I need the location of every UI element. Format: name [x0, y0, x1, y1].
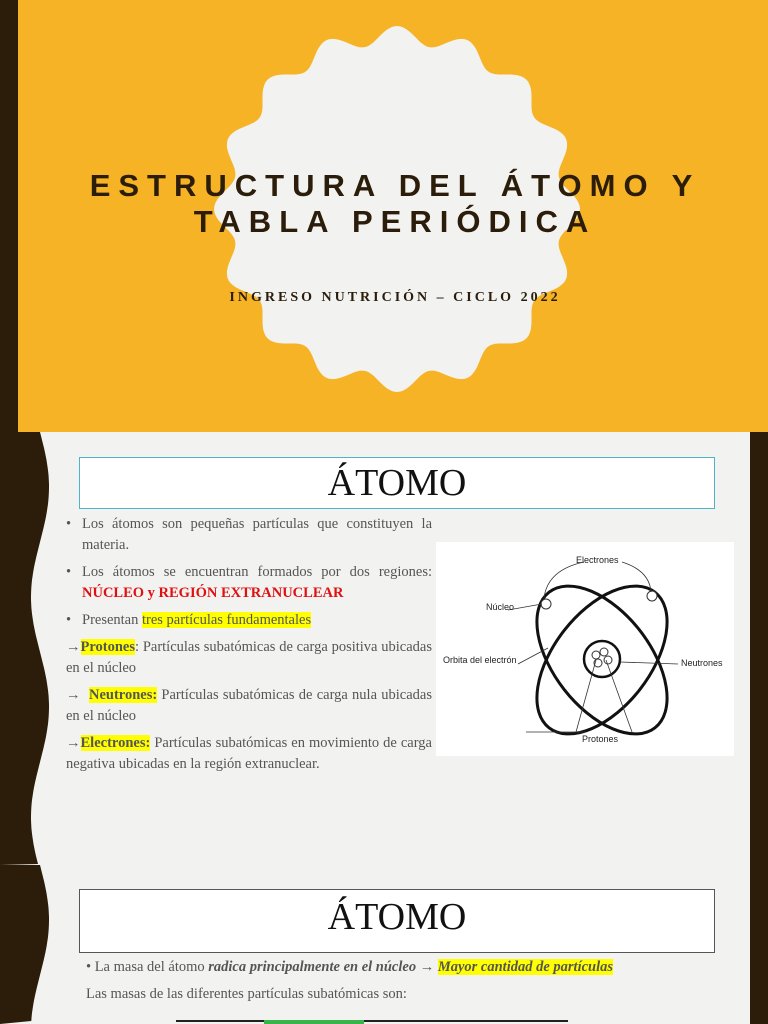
orbit-1	[511, 563, 693, 756]
electrones-item	[66, 733, 432, 775]
protones-text: : Partículas subatómicas de carga positiva ubicadas en el núcleo	[66, 639, 432, 676]
label-protones: Protones	[582, 734, 619, 744]
bullet-2-text: Los átomos se encuentran formados por dos regiones:	[82, 564, 432, 580]
presentation-subtitle: INGRESO NUTRICIÓN – CICLO 2022	[229, 290, 561, 305]
label-orbita: Orbita del electrón	[443, 655, 517, 665]
neutrones-text: Partículas subatómicas de carga nula ubicadas en el núcleo	[66, 687, 432, 724]
masses-intro: Las masas de las diferentes partículas subatómicas son:	[86, 986, 407, 1002]
slide-heading	[79, 889, 715, 953]
presentation-title: ESTRUCTURA DEL ÁTOMO Y TABLA PERIÓDICA	[89, 168, 701, 239]
mass-text: La masa del átomo	[94, 959, 205, 975]
particles-highlight: tres partículas fundamentales	[142, 612, 312, 628]
slide-heading	[79, 457, 715, 509]
electrones-label: Electrones:	[80, 735, 151, 751]
orbit-2	[511, 563, 693, 756]
arrow-icon: →	[419, 959, 435, 975]
mass-bullet: • La masa del átomo radica principalmente en el núcleo → Mayor cantidad de partículas	[86, 959, 614, 975]
electron	[647, 591, 657, 601]
bullet-2	[66, 562, 432, 604]
masses-table-edge	[176, 1020, 568, 1024]
heading-text: ÁTOMO	[327, 896, 467, 938]
bullet-list	[66, 514, 432, 781]
title-slide	[0, 0, 768, 432]
nucleus-ring	[584, 641, 620, 677]
label-electrones: Electrones	[576, 555, 619, 565]
bullet-3-text: Presentan	[82, 612, 139, 628]
protones-label: Protones	[80, 639, 136, 655]
atom-mass-slide	[0, 865, 768, 1024]
bullet-1	[66, 514, 432, 556]
table-header-cell	[264, 1020, 364, 1024]
arrow-icon: →	[66, 687, 81, 703]
proton	[592, 651, 600, 659]
electron	[541, 599, 551, 609]
heading-text: ÁTOMO	[327, 462, 467, 504]
bullet-3	[66, 610, 432, 631]
electrones-text: Partículas subatómicas en movimiento de carga negativa ubicadas en la región extranuclear.	[66, 735, 432, 772]
bullet-1-text: Los átomos son pequeñas partículas que constituyen la materia.	[82, 516, 432, 553]
label-neutrones: Neutrones	[681, 658, 723, 668]
protones-item	[66, 637, 432, 679]
arrow-icon: →	[66, 735, 81, 751]
regions-emphasis: NÚCLEO y REGIÓN EXTRANUCLEAR	[82, 585, 344, 601]
mass-emphasis: radica principalmente en el núcleo	[208, 959, 417, 975]
mass-highlight: Mayor cantidad de partículas	[437, 959, 614, 975]
atom-diagram	[436, 542, 734, 756]
neutrones-label: Neutrones:	[88, 687, 158, 703]
neutron	[604, 656, 612, 664]
wavy-edge	[0, 432, 60, 865]
atom-slide	[0, 432, 768, 865]
wavy-edge	[0, 865, 60, 1024]
proton	[600, 648, 608, 656]
arrow-icon: →	[66, 639, 81, 655]
neutrones-item	[66, 685, 432, 727]
label-nucleo: Núcleo	[486, 602, 515, 612]
